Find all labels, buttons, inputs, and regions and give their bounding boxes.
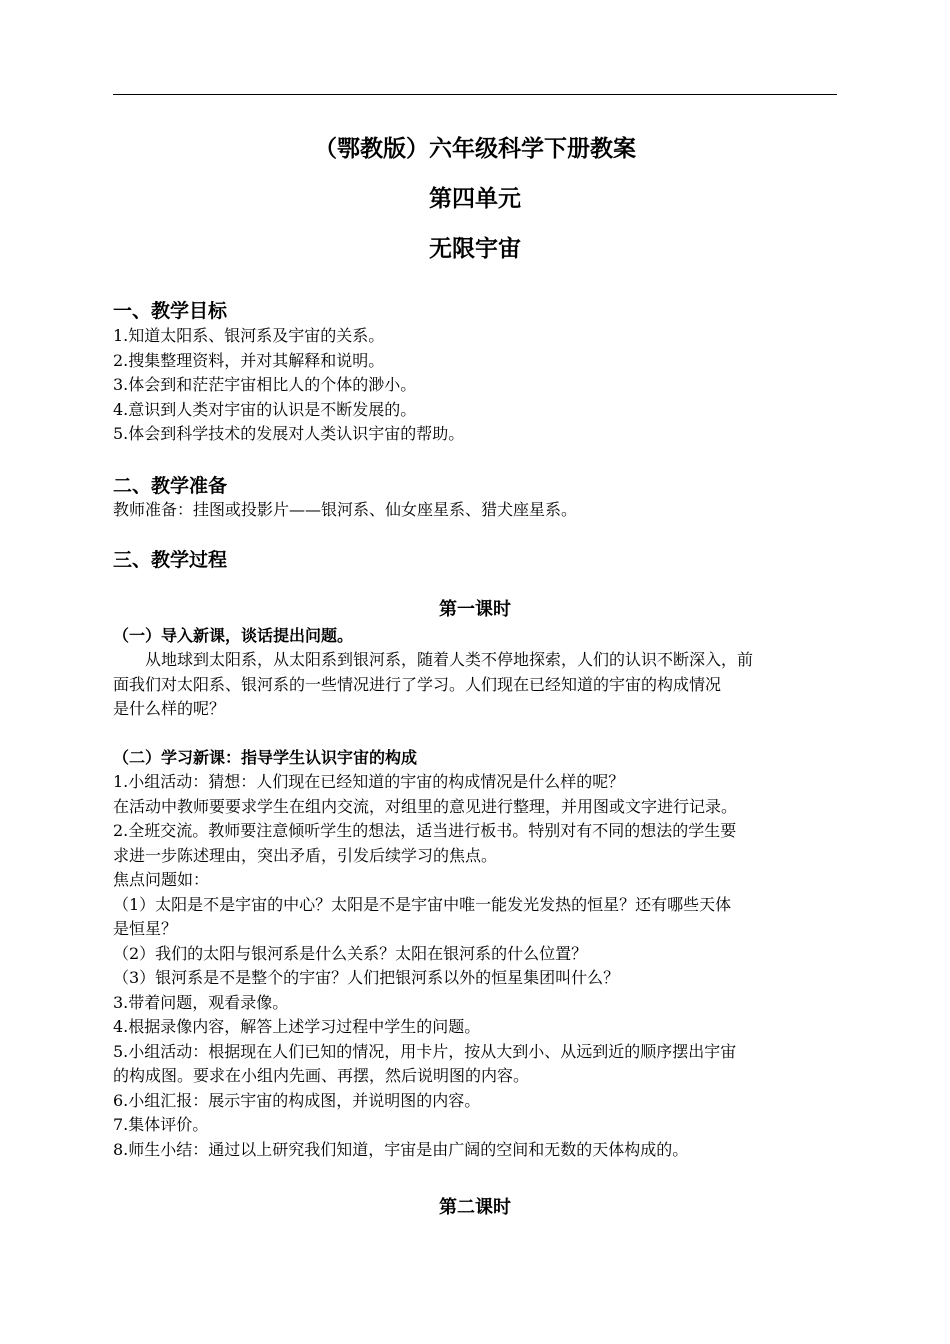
body-line: （2）我们的太阳与银河系是什么关系？太阳在银河系的什么位置？ xyxy=(113,943,588,963)
body-line: 1.小组活动：猜想：人们现在已经知道的宇宙的构成情况是什么样的呢？ xyxy=(113,772,625,791)
list-item: 2.搜集整理资料，并对其解释和说明。 xyxy=(113,350,385,370)
objectives-list xyxy=(113,324,837,447)
body-line: （3）银河系是不是整个的宇宙？人们把银河系以外的恒星集团叫什么？ xyxy=(113,968,620,987)
body-line: 6.小组汇报：展示宇宙的构成图，并说明图的内容。 xyxy=(113,1090,481,1110)
body-line: 焦点问题如： xyxy=(113,870,210,889)
body-line: 5.小组活动：根据现在人们已知的情况，用卡片，按从大到小、从远到近的顺序摆出宇宙 xyxy=(113,1041,737,1061)
body-line: 8.师生小结：通过以上研究我们知道，宇宙是由广阔的空间和无数的天体构成的。 xyxy=(113,1139,689,1159)
body-line: 3.带着问题，观看录像。 xyxy=(113,992,289,1012)
document-title: （鄂教版）六年级科学下册教案 xyxy=(314,136,636,162)
part-1-heading: （一）导入新课，谈话提出问题。 xyxy=(113,626,354,645)
body-line: 4.根据录像内容，解答上述学习过程中学生的问题。 xyxy=(113,1017,481,1036)
paragraph-line: 是什么样的呢？ xyxy=(113,699,226,718)
list-item: 4.意识到人类对宇宙的认识是不断发展的。 xyxy=(113,399,417,419)
part-2-body xyxy=(113,770,837,1162)
section-heading-objectives: 一、教学目标 xyxy=(113,300,228,322)
part-2-heading: （二）学习新课：指导学生认识宇宙的构成 xyxy=(113,748,418,767)
lesson-1-title: 第一课时 xyxy=(439,599,511,620)
body-line: （1）太阳是不是宇宙的中心？太阳是不是宇宙中唯一能发光发热的恒星？还有哪些天体 xyxy=(113,894,732,914)
section-heading-preparation: 二、教学准备 xyxy=(113,475,228,497)
part-1-paragraph xyxy=(113,648,837,722)
list-item: 5.体会到科学技术的发展对人类认识宇宙的帮助。 xyxy=(113,424,465,443)
unit-title: 无限宇宙 xyxy=(429,236,521,262)
list-item: 1.知道太阳系、银河系及宇宙的关系。 xyxy=(113,326,385,345)
list-item: 3.体会到和茫茫宇宙相比人的个体的渺小。 xyxy=(113,375,417,394)
body-line: 的构成图。要求在小组内先画、再摆，然后说明图的内容。 xyxy=(113,1066,530,1085)
body-line: 在活动中教师要要求学生在组内交流，对组里的意见进行整理，并用图或文字进行记录。 xyxy=(113,796,738,816)
preparation-line: 教师准备：挂图或投影片——银河系、仙女座星系、猎犬座星系。 xyxy=(113,500,578,519)
paragraph-line: 面我们对太阳系、银河系的一些情况进行了学习。人们现在已经知道的宇宙的构成情况 xyxy=(113,674,722,694)
lesson-2-title: 第二课时 xyxy=(439,1197,511,1218)
body-line: 7.集体评价。 xyxy=(113,1115,209,1134)
paragraph-line: 从地球到太阳系，从太阳系到银河系，随着人类不停地探索，人们的认识不断深入，前 xyxy=(145,650,754,669)
header-rule xyxy=(113,94,837,95)
body-line: 求进一步陈述理由，突出矛盾，引发后续学习的焦点。 xyxy=(113,845,498,865)
preparation-text xyxy=(113,498,837,523)
body-line: 2.全班交流。教师要注意倾听学生的想法，适当进行板书。特别对有不同的想法的学生要 xyxy=(113,821,737,840)
body-line: 是恒星？ xyxy=(113,919,178,938)
section-heading-process: 三、教学过程 xyxy=(113,549,228,571)
unit-number: 第四单元 xyxy=(429,186,521,212)
